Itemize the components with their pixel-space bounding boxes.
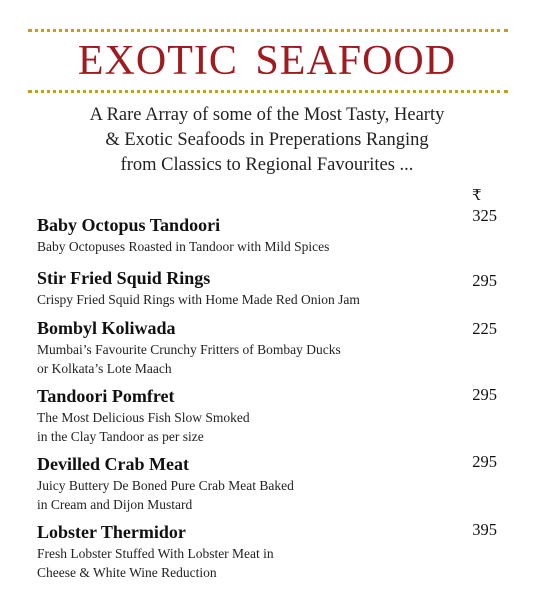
- item-description: [37, 408, 499, 446]
- item-name: Baby Octopus Tandoori: [37, 215, 221, 235]
- subtitle-line: A Rare Array of some of the Most Tasty, Hearty: [89, 105, 445, 125]
- item-description-line: Fresh Lobster Stuffed With Lobster Meat in: [37, 546, 274, 561]
- item-description-line: The Most Delicious Fish Slow Smoked: [37, 410, 250, 425]
- item-description-line: Baby Octopuses Roasted in Tandoor with Mild Spices: [37, 239, 330, 254]
- item-description: [37, 476, 499, 514]
- menu-item-lobster-thermidor: [37, 520, 499, 582]
- subtitle-line: & Exotic Seafoods in Preperations Ranging: [105, 130, 429, 150]
- item-description: [37, 290, 499, 309]
- menu-item-devilled-crab-meat: [37, 452, 499, 514]
- item-price: 295: [472, 385, 497, 404]
- item-description-line: Mumbai’s Favourite Crunchy Fritters of Bombay Ducks: [37, 342, 341, 357]
- item-price: 295: [472, 271, 497, 290]
- menu-item-tandoori-pomfret: [37, 384, 499, 446]
- item-description: [37, 340, 499, 378]
- item-name: Lobster Thermidor: [37, 522, 186, 542]
- bottom-dotted-border: [28, 90, 508, 93]
- item-name: Bombyl Koliwada: [37, 318, 176, 338]
- item-price: 225: [472, 319, 497, 338]
- item-name: Devilled Crab Meat: [37, 454, 189, 474]
- top-dotted-border: [28, 29, 508, 32]
- item-description-line: in Cream and Dijon Mustard: [37, 497, 193, 512]
- menu-item-stir-fried-squid-rings: [37, 266, 499, 309]
- item-description-line: or Kolkata’s Lote Maach: [37, 361, 172, 376]
- item-description: [37, 544, 499, 582]
- item-description: [37, 237, 499, 256]
- subtitle-line: from Classics to Regional Favourites ...: [120, 155, 414, 175]
- item-description-line: Cheese & White Wine Reduction: [37, 565, 217, 580]
- item-price: 395: [472, 520, 497, 539]
- item-name: Stir Fried Squid Rings: [37, 268, 211, 288]
- menu-item-bombyl-koliwada: [37, 316, 499, 378]
- item-description-line: Crispy Fried Squid Rings with Home Made Red Onion Jam: [37, 292, 360, 307]
- item-price: 295: [472, 452, 497, 471]
- item-name: Tandoori Pomfret: [37, 386, 175, 406]
- menu-subtitle: [0, 103, 534, 178]
- rupee-currency-symbol: ₹: [472, 186, 482, 204]
- item-description-line: in the Clay Tandoor as per size: [37, 429, 204, 444]
- item-description-line: Juicy Buttery De Boned Pure Crab Meat Baked: [37, 478, 294, 493]
- page-title: EXOTIC SEAFOOD: [77, 38, 457, 84]
- item-price: 325: [472, 206, 497, 225]
- menu-item-baby-octopus-tandoori: [37, 206, 499, 256]
